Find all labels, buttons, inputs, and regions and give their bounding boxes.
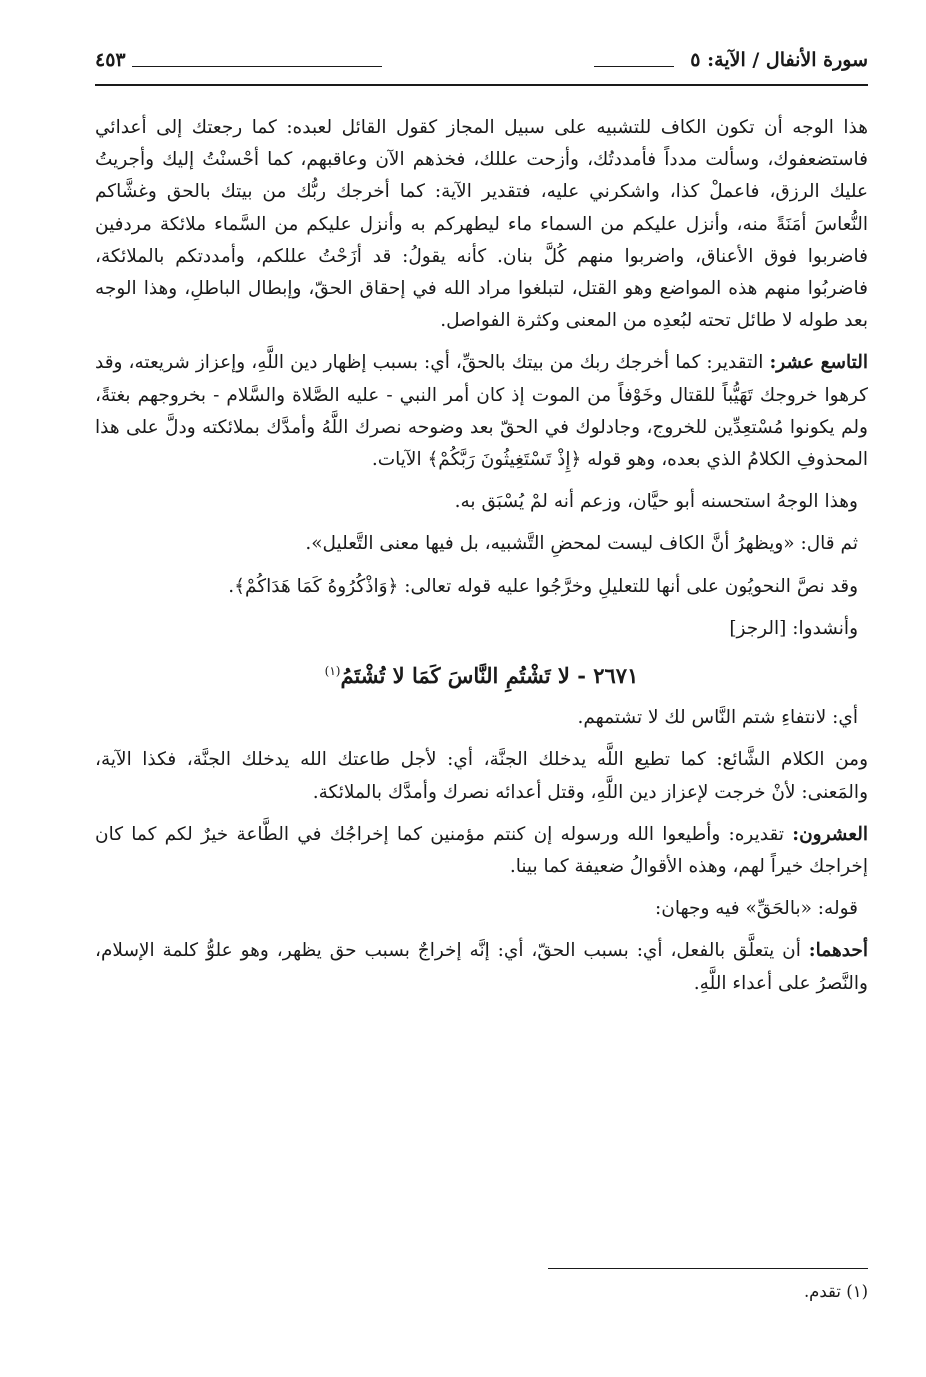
header-title-line bbox=[594, 66, 674, 67]
page-number: ٤٥٣ bbox=[95, 49, 126, 71]
paragraph-ahaduhuma: أحدهما: أن يتعلَّق بالفعل، أي: بسبب الحقّ، أي: إنَّه إخراجٌ بسبب حق يظهر، وهو علوُّ كلمة الإسلام، والنَّصرُ على أعداء اللَّهِ. bbox=[95, 940, 868, 994]
paragraph-lead: العشرون: bbox=[792, 823, 868, 845]
header-title-group bbox=[594, 49, 868, 71]
paragraph-anshadu: وأنشدوا: [الرجز] bbox=[729, 617, 858, 639]
paragraph-tasi-ashar: التاسع عشر: التقدير: كما أخرجك ربك من بيتك بالحقِّ، أي: بسبب إظهار دين اللَّهِ، وإعزاز شريعته، وقد كرهوا خروجك تَهَيُّباً للقتال وخَوْفاً من الموت إذ كان أمر النبي - عليه الصَّلاة والسَّلام - بخروجهم بغتةً، ولم يكونوا مُسْتعِدِّين للخروج، وجادلوك في الحقّ بعد وضوحه نصرك اللَّهُ وأمدَّك بملائكته ودلَّ على هذا المحذوفِ الكلامُ الذي بعده، وهو قوله ﴿إِذْ تَسْتَغِيثُونَ رَبَّكُمْ﴾ الآيات. bbox=[95, 352, 868, 471]
paragraph-ay: أي: لانتفاءِ شتم النَّاس لك لا تشتمهم. bbox=[577, 707, 858, 729]
header-page-group bbox=[95, 49, 382, 71]
header-page-line bbox=[132, 66, 382, 67]
footnote-rule bbox=[548, 1268, 868, 1269]
page-header bbox=[95, 40, 868, 80]
footnote: (١) تقدم. bbox=[803, 1282, 868, 1301]
paragraph-ishrun: العشرون: تقديره: وأطيعوا الله ورسوله إن كنتم مؤمنين كما إخراجُك في الطَّاعة خيرٌ لكم كما كان إخراجك خيراً لهم، وهذه الأقوالُ ضعيفة كما بينا. bbox=[95, 823, 868, 878]
poem-verse: ٢٦٧١ - لا تَشْتُمِ النَّاسَ كَمَا لا تُشْتَمُ$^{(١)}$ bbox=[324, 663, 639, 689]
paragraph-nahwiyun: وقد نصَّ النحويُون على أنها للتعليلِ وخرَّجُوا عليه قوله تعالى: ﴿وَاذْكُرُوهُ كَمَا هَدَاكُمْ﴾. bbox=[228, 575, 858, 597]
paragraph-abu-hayyan: وهذا الوجهُ استحسنه أبو حيَّان، وزعم أنه لمْ يُسْبَق به. bbox=[454, 491, 858, 513]
paragraph-quote: ثم قال: «ويظهرُ أنَّ الكاف ليست لمحضِ التَّشبيه، بل فيها معنى التَّعليل». bbox=[305, 533, 858, 555]
paragraph-lead: أحدهما: bbox=[808, 940, 868, 962]
main-text bbox=[95, 112, 868, 1010]
surah-title: سورة الأنفال / الآية: ٥ bbox=[690, 49, 868, 71]
paragraph-bilhaqq: قوله: «بالحَقِّ» فيه وجهان: bbox=[655, 898, 858, 920]
paragraph-shai: ومن الكلام الشَّائع: كما تطيع اللَّه يدخلك الجنَّة، أي: لأجل طاعتك الله يدخلك الجنَّة، فكذا الآية، والمَعنى: لأنْ خرجت لإعزاز دين اللَّهِ، وقتل أعدائه نصرك وأمدَّك بالملائكة. bbox=[95, 749, 868, 803]
paragraph-lead: التاسع عشر: bbox=[769, 352, 868, 374]
header-rule bbox=[95, 84, 868, 86]
footnote-ref[interactable]: (١) bbox=[324, 664, 341, 679]
paragraph-1: هذا الوجه أن تكون الكاف للتشبيه على سبيل المجاز كقول القائل لعبده: كما رجعتك إلى أعدائي فاستضعفوك، وسألت مدداً فأمددتُك، وأزحت عللك، فخذهم الآن وعاقبهم، كما أحْسنْتُ إليك وأجريتُ عليك الرزق، فاعملْ كذا، واشكرني عليه، فتقدير الآية: كما أخرجك ربُّك من بيتك بالحق وغشَّاكم النُّعاسَ أمَنَةً منه، وأنزل عليكم من السماء ماء ليطهركم به وأنزل عليكم من السَّماء ملائكة مردفين فاضربوا فوق الأعناق، واضربوا منهم كُلَّ بنان. كأنه يقولُ: قد أزَحْتُ عللكم، وأمددتكم بالملائكة، فاضربُوا منهم هذه المواضع وهو القتل، لتبلغوا مراد الله في إحقاق الحقّ، وإبطال الباطلِ، وهذا الوجه بعد طوله لا طائل تحته لبُعدِه من المعنى وكثرة الفواصل. bbox=[95, 117, 869, 332]
